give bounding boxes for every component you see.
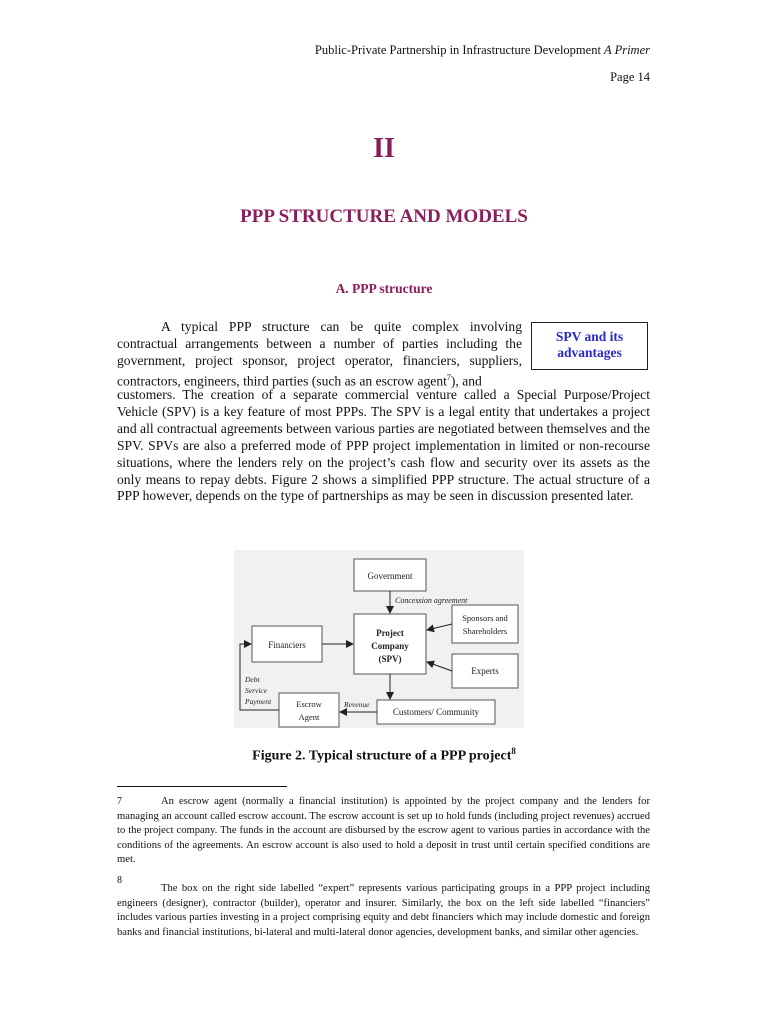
figure-ppp-structure bbox=[234, 550, 524, 728]
spv-label-3: (SPV) bbox=[378, 654, 402, 664]
spv-label-2: Company bbox=[371, 641, 409, 651]
revenue-label: Revenue bbox=[344, 700, 370, 709]
sponsors-box bbox=[452, 605, 518, 643]
debt-label-2: Service bbox=[245, 686, 268, 695]
escrow-label-1: Escrow bbox=[296, 699, 322, 709]
concession-label: Concession agreement bbox=[395, 596, 468, 605]
escrow-label-2: Agent bbox=[298, 712, 320, 722]
footnote-7-mark: 7 bbox=[117, 796, 122, 807]
running-header bbox=[315, 43, 650, 58]
sidebox-line-1: SPV and its bbox=[555, 329, 624, 344]
figure-caption bbox=[0, 746, 768, 765]
spv-label-1: Project bbox=[376, 628, 404, 638]
section-title: A. PPP structure bbox=[335, 281, 433, 296]
debt-label-1: Debt bbox=[245, 675, 260, 684]
sponsors-label-2: Shareholders bbox=[462, 626, 508, 636]
sidebox-spv-advantages bbox=[531, 322, 648, 370]
footnote-8 bbox=[117, 875, 650, 940]
page-number: Page 14 bbox=[610, 70, 650, 84]
experts-label: Experts bbox=[471, 666, 499, 676]
footnote-8-mark: 8 bbox=[117, 875, 122, 886]
government-label: Government bbox=[367, 571, 413, 581]
financiers-label: Financiers bbox=[268, 640, 306, 650]
footnote-divider bbox=[117, 786, 287, 787]
sidebox-line-2: advantages bbox=[557, 345, 622, 360]
sponsors-label-1: Sponsors and bbox=[462, 613, 508, 623]
body-text-part1: A typical PPP structure can be quite complex involving contractual arrangements between a number of parties including the government, project sponsor, project operator, financiers, suppliers, contractors, engineers, third parties (such as an escrow agent bbox=[117, 319, 522, 389]
chapter-number: II bbox=[373, 133, 395, 164]
figure-caption-text: Figure 2. Typical structure of a PPP project bbox=[252, 748, 512, 764]
running-title: Public-Private Partnership in Infrastructure Development bbox=[314, 43, 601, 57]
footnote-7 bbox=[117, 795, 650, 868]
arrow-sponsors-to-spv bbox=[427, 624, 452, 630]
debt-label-3: Payment bbox=[245, 697, 272, 706]
body-text-part1-end: ), and bbox=[450, 373, 482, 389]
footnote-8-text: The box on the right side labelled “expert” represents various participating groups in a PPP project including engineers (designer), contractor (builder), operator and insurer. Similarly, the box on the left side labelled “financiers” includes various parties investing in a project comprising equity and debt financiers which may include domestic and foreign banks and financial institutions, bi-lateral and multi-lateral donor agencies, development banks, and similar other agencies. bbox=[117, 883, 650, 938]
arrow-experts-to-spv bbox=[427, 662, 452, 671]
footnote-7-text: An escrow agent (normally a financial institution) is appointed by the project company and the lenders for managing an account called escrow account. The escrow account is set up to hold funds (including project revenues) accrued to the project company. The funds in the account are disbursed by the escrow agent to various parties in accordance with the conditions of the agreements. An escrow account is also used to hold a deposit in trust until certain specified conditions are met. bbox=[117, 796, 650, 865]
footnote-ref-7: 7 bbox=[446, 372, 451, 382]
ppp-structure-diagram bbox=[234, 550, 524, 728]
customers-label: Customers/ Community bbox=[392, 707, 480, 717]
body-paragraph-intro bbox=[117, 319, 522, 390]
body-paragraph-continuation: customers. The creation of a separate commercial venture called a Special Purpose/Project Vehicle (SPV) is a key feature of most PPPs. The SPV is a legal entity that undertakes a project and all contractual agreements between various parties are negotiated between themselves and the SPV. SPVs are also a preferred mode of PPP project implementation in limited or non-recourse situations, where the lenders rely on the project’s cash flow and security over its assets as the only means to repay debts. Figure 2 shows a simplified PPP structure. The actual structure of a PPP however, depends on the type of partnerships as may be seen in discussion presented later. bbox=[117, 387, 650, 504]
running-title-italic: A Primer bbox=[604, 43, 650, 57]
chapter-title: PPP STRUCTURE AND MODELS bbox=[240, 206, 528, 227]
footnote-ref-8: 8 bbox=[511, 746, 516, 756]
